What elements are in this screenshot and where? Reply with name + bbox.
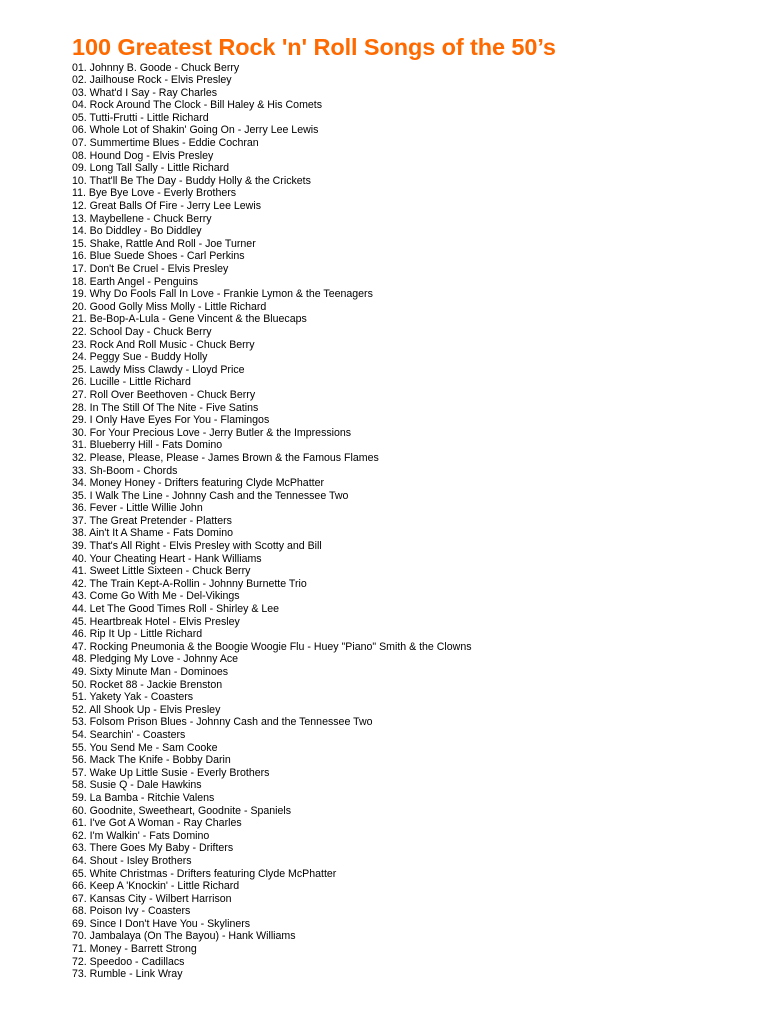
song-list-item: 50. Rocket 88 - Jackie Brenston <box>72 678 223 691</box>
song-list-item: 18. Earth Angel - Penguins <box>72 275 199 288</box>
song-list-item: 10. That'll Be The Day - Buddy Holly & the Crickets <box>72 174 311 187</box>
song-list-item: 41. Sweet Little Sixteen - Chuck Berry <box>72 565 251 578</box>
song-list-item: 24. Peggy Sue - Buddy Holly <box>72 351 208 364</box>
song-list-item: 04. Rock Around The Clock - Bill Haley & His Comets <box>72 99 323 112</box>
song-list-item: 20. Good Golly Miss Molly - Little Richard <box>72 300 267 313</box>
song-list-item: 14. Bo Diddley - Bo Diddley <box>72 225 202 238</box>
song-list-item: 48. Pledging My Love - Johnny Ace <box>72 653 239 666</box>
song-list-item: 61. I've Got A Woman - Ray Charles <box>72 817 242 830</box>
song-list-item: 19. Why Do Fools Fall In Love - Frankie Lymon & the Teenagers <box>72 288 373 301</box>
song-list-item: 49. Sixty Minute Man - Dominoes <box>72 666 229 678</box>
song-list-item: 42. The Train Kept-A-Rollin - Johnny Burnette Trio <box>72 577 307 590</box>
song-list-item: 33. Sh-Boom - Chords <box>72 464 178 477</box>
song-list-item: 07. Summertime Blues - Eddie Cochran <box>72 137 259 150</box>
song-list-item: 62. I'm Walkin' - Fats Domino <box>72 829 210 842</box>
song-list-item: 17. Don't Be Cruel - Elvis Presley <box>72 263 229 275</box>
song-list-item: 70. Jambalaya (On The Bayou) - Hank Williams <box>72 930 296 943</box>
song-list-item: 06. Whole Lot of Shakin' Going On - Jerry Lee Lewis <box>72 124 319 137</box>
song-list-item: 71. Money - Barrett Strong <box>72 943 197 956</box>
song-list-item: 13. Maybellene - Chuck Berry <box>72 212 212 225</box>
song-list-item: 32. Please, Please, Please - James Brown & the Famous Flames <box>72 451 379 464</box>
song-list-item: 34. Money Honey - Drifters featuring Clyde McPhatter <box>72 477 324 490</box>
song-list-item: 31. Blueberry Hill - Fats Domino <box>72 439 223 452</box>
song-list-item: 43. Come Go With Me - Del-Vikings <box>72 590 240 603</box>
song-list-item: 05. Tutti-Frutti - Little Richard <box>72 111 209 124</box>
song-list-item: 53. Folsom Prison Blues - Johnny Cash and the Tennessee Two <box>72 716 373 729</box>
song-list-item: 67. Kansas City - Wilbert Harrison <box>72 892 232 905</box>
song-list-item: 40. Your Cheating Heart - Hank Williams <box>72 552 262 565</box>
song-list-item: 09. Long Tall Sally - Little Richard <box>72 162 230 175</box>
song-list-item: 26. Lucille - Little Richard <box>72 376 191 389</box>
song-list-item: 08. Hound Dog - Elvis Presley <box>72 149 214 162</box>
song-list-item: 36. Fever - Little Willie John <box>72 502 203 515</box>
song-list-item: 73. Rumble - Link Wray <box>72 968 183 981</box>
song-list-item: 23. Rock And Roll Music - Chuck Berry <box>72 338 255 351</box>
song-list-item: 11. Bye Bye Love - Everly Brothers <box>72 187 237 200</box>
song-list-item: 63. There Goes My Baby - Drifters <box>72 842 234 855</box>
song-list-item: 52. All Shook Up - Elvis Presley <box>72 703 221 716</box>
song-list-item: 21. Be-Bop-A-Lula - Gene Vincent & the Bluecaps <box>72 313 307 326</box>
song-list <box>72 62 472 981</box>
song-list-item: 28. In The Still Of The Nite - Five Satins <box>72 401 259 414</box>
song-list-item: 35. I Walk The Line - Johnny Cash and the Tennessee Two <box>72 489 349 502</box>
song-list-item: 44. Let The Good Times Roll - Shirley & Lee <box>72 603 280 616</box>
song-list-item: 01. Johnny B. Goode - Chuck Berry <box>72 61 240 74</box>
song-list-item: 57. Wake Up Little Susie - Everly Brothers <box>72 766 270 779</box>
song-list-item: 12. Great Balls Of Fire - Jerry Lee Lewis <box>72 200 261 213</box>
song-list-item: 56. Mack The Knife - Bobby Darin <box>72 754 231 767</box>
song-list-item: 65. White Christmas - Drifters featuring Clyde McPhatter <box>72 867 337 880</box>
song-list-item: 55. You Send Me - Sam Cooke <box>72 741 218 754</box>
song-list-item: 30. For Your Precious Love - Jerry Butler & the Impressions <box>72 426 352 439</box>
song-list-item: 38. Ain't It A Shame - Fats Domino <box>72 527 234 540</box>
song-list-item: 22. School Day - Chuck Berry <box>72 325 212 338</box>
song-list-item: 64. Shout - Isley Brothers <box>72 854 192 867</box>
song-list-item: 68. Poison Ivy - Coasters <box>72 905 191 918</box>
song-list-item: 72. Speedoo - Cadillacs <box>72 955 185 968</box>
song-list-item: 39. That's All Right - Elvis Presley with Scotty and Bill <box>72 540 322 553</box>
song-list-item: 54. Searchin' - Coasters <box>72 728 186 741</box>
song-list-item: 69. Since I Don't Have You - Skyliners <box>72 917 251 930</box>
song-list-item: 27. Roll Over Beethoven - Chuck Berry <box>72 388 256 401</box>
song-list-item: 51. Yakety Yak - Coasters <box>72 691 194 704</box>
song-list-item: 47. Rocking Pneumonia & the Boogie Woogie Flu - Huey "Piano" Smith & the Clowns <box>72 640 472 653</box>
song-list-item: 59. La Bamba - Ritchie Valens <box>72 791 215 804</box>
song-list-item: 15. Shake, Rattle And Roll - Joe Turner <box>72 237 256 250</box>
song-list-item: 46. Rip It Up - Little Richard <box>72 628 203 641</box>
song-list-item: 45. Heartbreak Hotel - Elvis Presley <box>72 615 240 628</box>
song-list-item: 29. I Only Have Eyes For You - Flamingos <box>72 414 270 427</box>
song-list-item: 03. What'd I Say - Ray Charles <box>72 86 218 99</box>
song-list-item: 16. Blue Suede Shoes - Carl Perkins <box>72 250 245 263</box>
song-list-item: 58. Susie Q - Dale Hawkins <box>72 779 202 792</box>
song-list-item: 02. Jailhouse Rock - Elvis Presley <box>72 74 232 87</box>
song-list-item: 37. The Great Pretender - Platters <box>72 514 232 527</box>
song-list-item: 25. Lawdy Miss Clawdy - Lloyd Price <box>72 363 245 376</box>
song-list-item: 60. Goodnite, Sweetheart, Goodnite - Spaniels <box>72 804 292 817</box>
song-list-item: 66. Keep A 'Knockin' - Little Richard <box>72 880 240 893</box>
document-title: 100 Greatest Rock 'n' Roll Songs of the 50’s <box>72 34 556 60</box>
